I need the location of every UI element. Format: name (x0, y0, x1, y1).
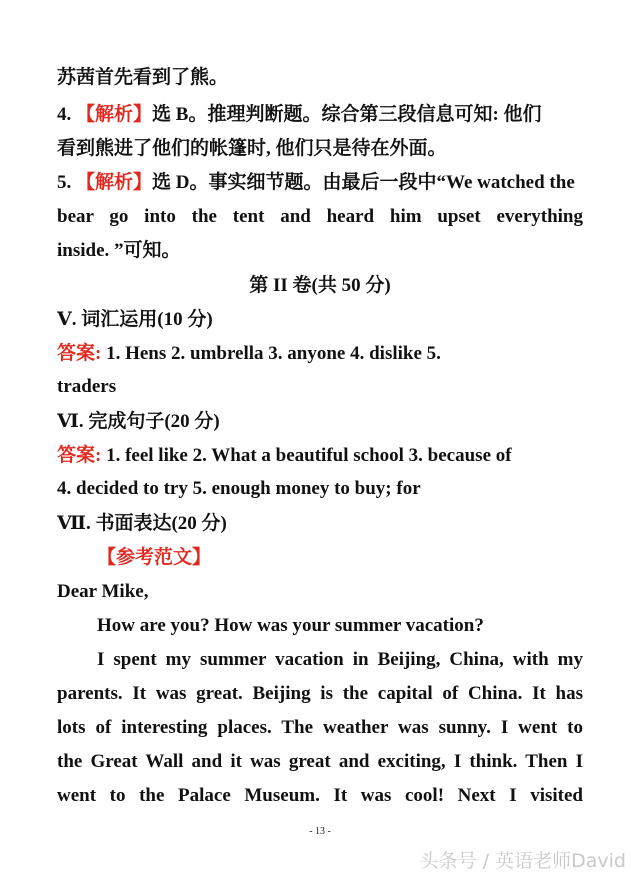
letter-line-3 (57, 682, 583, 706)
answer-vi (57, 444, 583, 468)
text-segment: Ⅶ. 书面表达(20 分) (57, 513, 227, 534)
text-segment: Ⅵ. 完成句子(20 分) (57, 411, 220, 432)
text-segment: parents. It was great. Beijing is the capital of China. It has (57, 683, 583, 704)
answer-v-continued (57, 375, 583, 399)
page-number: - 13 - (309, 826, 331, 837)
text-segment: 选 D。事实细节题。由最后一段中“We watched the (152, 172, 575, 193)
text-line-3 (57, 137, 583, 161)
text-segment: 1. feel like 2. What a beautiful school 3. because of (106, 445, 512, 466)
letter-line-2 (97, 648, 583, 672)
text-segment: 4. (57, 104, 76, 125)
letter-line-5 (57, 750, 583, 774)
section-v-heading (57, 308, 583, 332)
text-line-2 (57, 103, 583, 127)
section-heading (0, 274, 640, 298)
text-segment: I spent my summer vacation in Beijing, China, with my (97, 649, 583, 670)
text-segment: How are you? How was your summer vacation? (97, 615, 484, 636)
highlight-label: 【参考范文】 (97, 547, 212, 568)
text-segment: 5. (57, 172, 76, 193)
letter-line-6 (57, 784, 583, 808)
text-segment: the Great Wall and it was great and exciting, I think. Then I (57, 751, 583, 772)
answer-v (57, 342, 583, 366)
letter-line-4 (57, 716, 583, 740)
highlight-label: 答案: (57, 445, 107, 466)
text-segment: 第 II 卷(共 50 分) (249, 275, 391, 296)
text-line-6 (57, 239, 583, 263)
text-segment: inside. ”可知。 (57, 240, 181, 261)
highlight-label: 【解析】 (76, 172, 153, 193)
text-line-5 (57, 205, 583, 229)
highlight-label: 【解析】 (76, 104, 153, 125)
highlight-label: 答案: (57, 343, 107, 364)
answer-vi-continued (57, 477, 583, 501)
watermark: 头条号 / 英语老师David (419, 850, 626, 872)
text-segment: 看到熊进了他们的帐篷时, 他们只是待在外面。 (57, 138, 447, 159)
text-segment: bear go into the tent and heard him upset everything (57, 206, 583, 227)
sample-essay-label (97, 546, 583, 570)
letter-line-1 (97, 614, 583, 638)
text-segment: 1. Hens 2. umbrella 3. anyone 4. dislike 5. (106, 343, 441, 364)
section-vi-heading (57, 410, 583, 434)
text-segment: lots of interesting places. The weather was sunny. I went to (57, 717, 583, 738)
text-segment: Dear Mike, (57, 581, 149, 602)
text-segment: 选 B。推理判断题。综合第三段信息可知: 他们 (152, 104, 542, 125)
text-segment: Ⅴ. 词汇运用(10 分) (57, 309, 213, 330)
text-segment: 苏茜首先看到了熊。 (57, 67, 229, 88)
section-vii-heading (57, 512, 583, 536)
text-segment: went to the Palace Museum. It was cool! Next I visited (57, 785, 583, 806)
text-line-4 (57, 171, 583, 195)
letter-greeting (57, 580, 583, 604)
text-segment: 4. decided to try 5. enough money to buy; for (57, 478, 421, 499)
text-line-1 (57, 66, 583, 90)
text-segment: traders (57, 376, 117, 397)
